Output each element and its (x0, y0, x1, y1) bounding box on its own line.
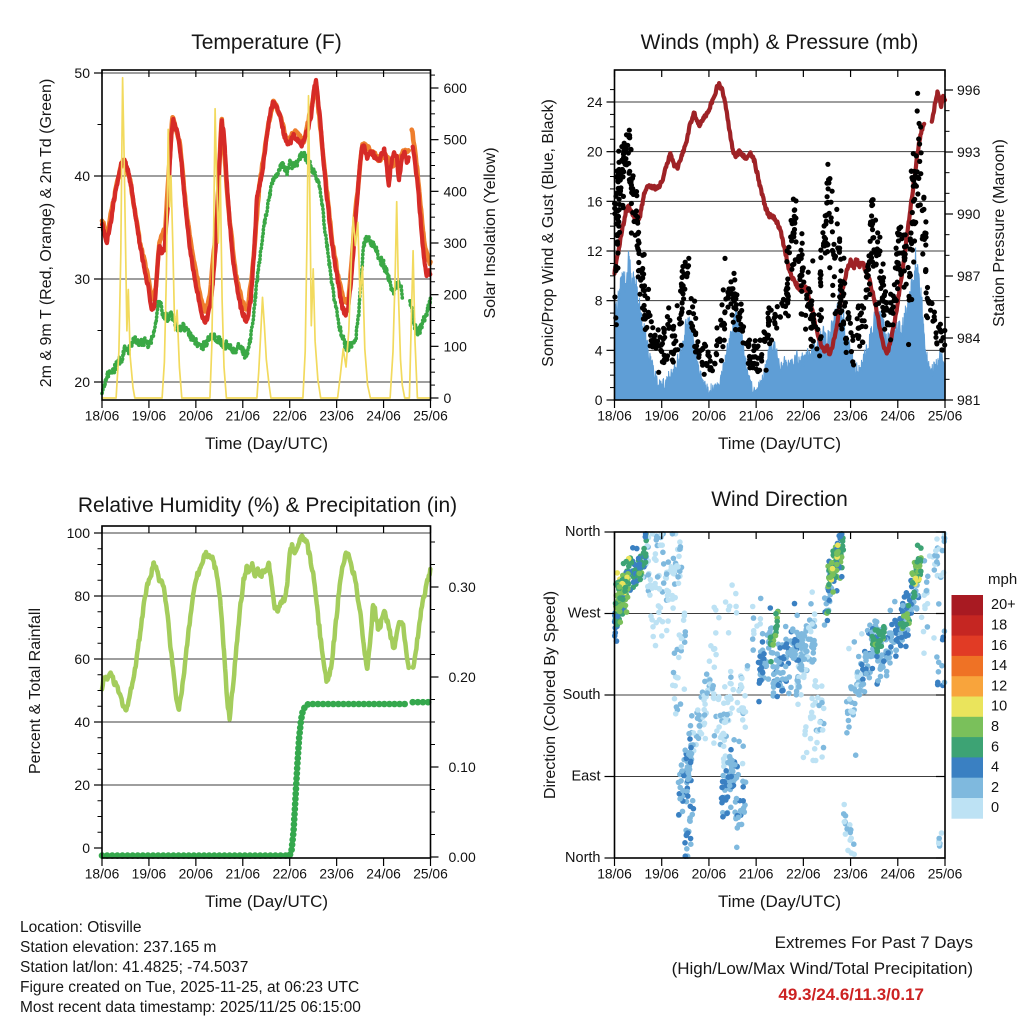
station-latlon: Station lat/lon: 41.4825; -74.5037 (20, 959, 249, 976)
svg-text:10: 10 (991, 698, 1008, 715)
colorbar-header: mph (988, 571, 1018, 588)
svg-text:20: 20 (586, 143, 603, 160)
svg-text:18: 18 (991, 617, 1008, 634)
svg-text:20+: 20+ (991, 597, 1016, 614)
chart-title-humidity-precip: Relative Humidity (%) & Precipitation (in) (77, 494, 458, 517)
station-elevation: Station elevation: 237.165 m (20, 939, 217, 956)
svg-text:984: 984 (957, 330, 981, 346)
svg-text:25/06: 25/06 (927, 408, 963, 424)
y-axis-label-temperature-left: 2m & 9m T (Red, Orange) & 2m Td (Green) (38, 78, 55, 388)
svg-text:21/06: 21/06 (225, 408, 261, 424)
svg-text:20/06: 20/06 (178, 408, 214, 424)
svg-text:0: 0 (991, 800, 1000, 817)
extremes-block (672, 930, 973, 1008)
x-axis-label-temperature: Time (Day/UTC) (204, 434, 329, 453)
y-axis-label-direction-left: Direction (Colored By Speed) (542, 590, 559, 800)
svg-text:981: 981 (957, 392, 981, 408)
y-axis-label-wind-left: Sonic/Prop Wind & Gust (Blue, Black) (540, 99, 557, 367)
svg-text:West: West (567, 605, 601, 622)
svg-text:600: 600 (443, 80, 467, 96)
svg-text:0: 0 (594, 392, 603, 408)
svg-text:500: 500 (443, 131, 467, 148)
svg-text:East: East (571, 768, 601, 785)
svg-text:22/06: 22/06 (786, 408, 821, 424)
svg-text:400: 400 (443, 183, 467, 200)
svg-text:996: 996 (957, 82, 981, 98)
svg-text:25/06: 25/06 (927, 866, 963, 882)
svg-text:300: 300 (443, 235, 467, 251)
svg-text:50: 50 (74, 65, 90, 81)
svg-text:21/06: 21/06 (738, 866, 774, 882)
svg-text:18/06: 18/06 (84, 408, 120, 424)
svg-text:19/06: 19/06 (131, 408, 167, 424)
svg-text:200: 200 (443, 286, 467, 303)
svg-text:South: South (562, 687, 601, 703)
svg-text:24/06: 24/06 (880, 866, 916, 882)
svg-text:80: 80 (74, 588, 90, 604)
svg-text:0: 0 (443, 390, 452, 406)
extremes-subtitle: (High/Low/Max Wind/Total Precipitation) (671, 959, 973, 978)
svg-text:24/06: 24/06 (366, 408, 401, 424)
svg-text:19/06: 19/06 (644, 408, 679, 424)
svg-text:987: 987 (957, 268, 981, 284)
svg-text:4: 4 (991, 759, 1000, 776)
svg-text:19/06: 19/06 (644, 866, 679, 882)
station-location: Location: Otisville (20, 919, 142, 936)
svg-text:24: 24 (586, 94, 603, 110)
x-axis-label-winds: Time (Day/UTC) (717, 434, 842, 453)
svg-text:20: 20 (74, 374, 90, 390)
most-recent-data-timestamp: Most recent data timestamp: 2025/11/25 06:15:00 (20, 999, 361, 1016)
svg-text:40: 40 (74, 714, 90, 730)
svg-text:4: 4 (594, 342, 603, 359)
svg-text:22/06: 22/06 (272, 408, 307, 424)
svg-text:25/06: 25/06 (413, 866, 448, 882)
svg-text:12: 12 (991, 678, 1008, 695)
svg-text:100: 100 (66, 525, 90, 541)
y-axis-label-solar-right: Solar Insolation (Yellow) (482, 147, 499, 319)
y-axis-label-pressure-right: Station Pressure (Maroon) (991, 139, 1008, 327)
svg-text:23/06: 23/06 (833, 408, 868, 424)
x-axis-label-wind-direction: Time (Day/UTC) (717, 892, 842, 911)
extremes-title: Extremes For Past 7 Days (774, 933, 973, 952)
svg-text:0.30: 0.30 (448, 579, 476, 595)
svg-text:20: 20 (74, 777, 90, 793)
svg-text:North: North (565, 524, 601, 540)
svg-text:8: 8 (594, 292, 603, 309)
svg-text:30: 30 (74, 271, 90, 287)
svg-text:23/06: 23/06 (319, 866, 354, 882)
svg-text:20/06: 20/06 (691, 866, 727, 882)
svg-text:21/06: 21/06 (225, 866, 261, 882)
svg-text:22/06: 22/06 (272, 866, 307, 882)
y-axis-label-humidity-left: Percent & Total Rainfall (27, 607, 44, 775)
svg-text:16: 16 (991, 637, 1008, 654)
svg-text:25/06: 25/06 (413, 408, 448, 424)
svg-text:14: 14 (991, 658, 1008, 675)
figure-created-timestamp: Figure created on Tue, 2025-11-25, at 06:23 UTC (20, 979, 360, 996)
svg-text:19/06: 19/06 (131, 866, 167, 882)
x-axis-label-humidity: Time (Day/UTC) (204, 892, 329, 911)
svg-text:23/06: 23/06 (319, 408, 354, 424)
svg-text:16: 16 (586, 193, 603, 210)
chart-title-temperature: Temperature (F) (191, 31, 342, 54)
svg-text:24/06: 24/06 (366, 866, 401, 882)
svg-text:18/06: 18/06 (597, 866, 632, 882)
svg-text:6: 6 (991, 739, 1000, 756)
extremes-values: 49.3/24.6/11.3/0.17 (778, 985, 924, 1004)
svg-text:20/06: 20/06 (691, 408, 727, 424)
svg-text:0: 0 (82, 840, 90, 856)
chart-title-winds-pressure: Winds (mph) & Pressure (mb) (640, 31, 919, 54)
chart-title-wind-direction: Wind Direction (711, 488, 848, 511)
svg-text:100: 100 (443, 338, 467, 355)
svg-text:0.00: 0.00 (448, 849, 476, 865)
svg-text:20/06: 20/06 (178, 866, 214, 882)
svg-text:60: 60 (74, 651, 90, 667)
station-info-block (20, 918, 361, 1018)
svg-text:40: 40 (74, 168, 90, 184)
svg-text:North: North (565, 850, 601, 866)
svg-text:0.10: 0.10 (448, 759, 476, 775)
svg-text:18/06: 18/06 (597, 408, 632, 424)
svg-text:21/06: 21/06 (738, 408, 774, 424)
svg-text:12: 12 (586, 243, 603, 259)
svg-text:993: 993 (957, 144, 981, 160)
svg-text:8: 8 (991, 718, 1000, 735)
svg-text:990: 990 (957, 206, 981, 222)
svg-text:24/06: 24/06 (880, 408, 916, 424)
svg-text:0.20: 0.20 (448, 669, 476, 685)
svg-text:2: 2 (991, 779, 1000, 796)
svg-text:18/06: 18/06 (84, 866, 120, 882)
svg-text:23/06: 23/06 (833, 866, 868, 882)
svg-text:22/06: 22/06 (786, 866, 821, 882)
